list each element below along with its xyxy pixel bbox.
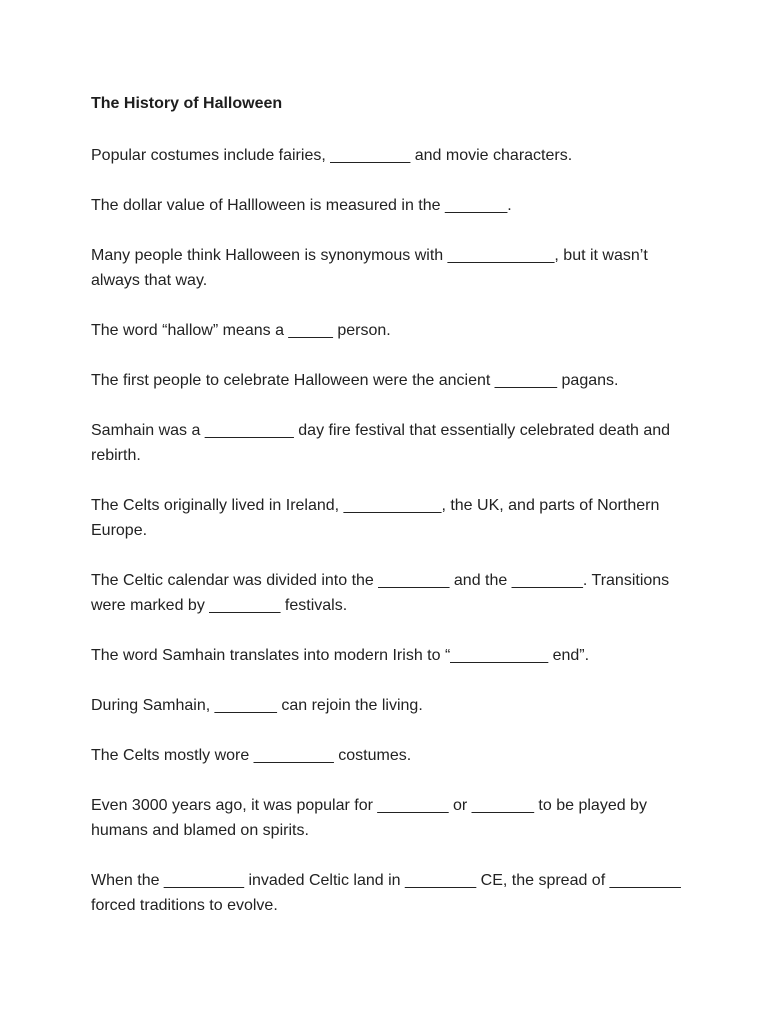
question-1: Popular costumes include fairies, _________ and movie characters. [91,147,573,164]
question-12: Even 3000 years ago, it was popular for ________ or _______ to be played by humans and blamed on spirits. [91,797,647,839]
question-6: Samhain was a __________ day fire festival that essentially celebrated death and rebirth. [91,422,671,464]
worksheet-page [91,93,691,918]
worksheet-title: The History of Halloween [91,95,283,112]
question-4: The word “hallow” means a _____ person. [91,322,391,339]
question-2: The dollar value of Hallloween is measured in the _______. [91,197,512,214]
question-10: During Samhain, _______ can rejoin the living. [91,697,423,714]
question-8: The Celtic calendar was divided into the ________ and the ________. Transitions were marked by ________ festivals. [91,572,670,614]
question-9: The word Samhain translates into modern Irish to “___________ end”. [91,647,590,664]
question-7: The Celts originally lived in Ireland, ___________, the UK, and parts of Northern Europe. [91,497,660,539]
question-13: When the _________ invaded Celtic land in ________ CE, the spread of ________ forced traditions to evolve. [91,872,681,914]
question-11: The Celts mostly wore _________ costumes. [91,747,412,764]
question-3: Many people think Halloween is synonymous with ____________, but it wasn’t always that way. [91,247,648,289]
question-5: The first people to celebrate Halloween were the ancient _______ pagans. [91,372,619,389]
